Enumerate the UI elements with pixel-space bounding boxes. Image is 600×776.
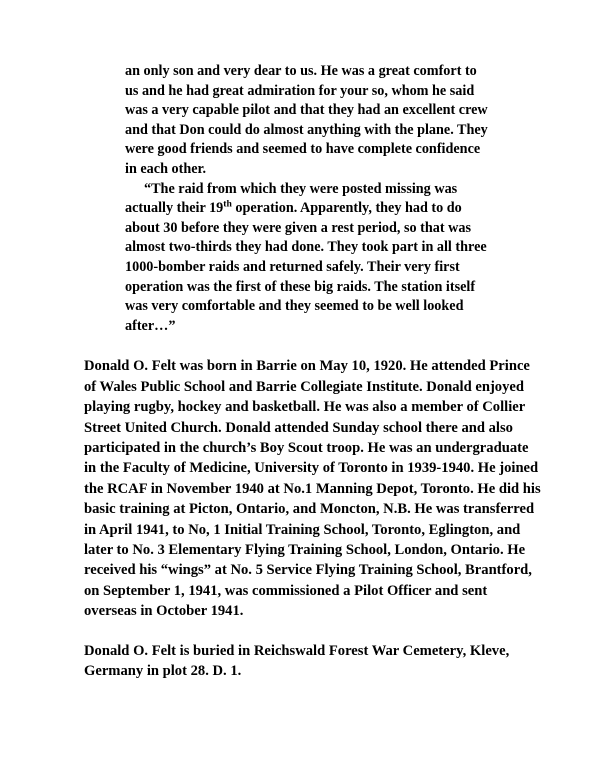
- letter-paragraph-2-start: “The raid from which they were posted missing was actually their 19: [125, 180, 458, 217]
- burial-paragraph: Donald O. Felt is buried in Reichswald Forest War Cemetery, Kleve, Germany in plot 28. D. 1.: [84, 642, 510, 679]
- biography-paragraph: Donald O. Felt was born in Barrie on May 10, 1920. He attended Prince of Wales Public School and Barrie Collegiate Institute. Donald enjoyed playing rugby, hockey and basketball. He was also a member of Collier Street United Church. Donald attended Sunday school there and also participated in the church’s Boy Scout troop. He was an undergraduate in the Faculty of Medicine, University of Toronto in 1939-1940. He joined the RCAF in November 1940 at No.1 Manning Depot, Toronto. He did his basic training at Picton, Ontario, and Moncton, N.B. He was transferred in April 1941, to No, 1 Initial Training School, Toronto, Eglington, and later to No. 3 Elementary Flying Training School, London, Ontario. He received his “wings” at No. 5 Service Flying Training School, Brantford, on September 1, 1941, was commissioned a Pilot Officer and sent overseas in October 1941.: [84, 358, 541, 620]
- burial-block: [84, 641, 542, 682]
- paragraph-spacer-2: [0, 622, 600, 641]
- biography-block: [84, 356, 542, 621]
- letter-paragraph-2-rest: operation. Apparently, they had to do about 30 before they were given a rest period, so that was almost two-thirds they had done. They took part in all three 1000-bomber raids and returned safely. Their very first operation was the first of these big raids. The station itself was very comfortable and they seemed to be well looked after…”: [125, 200, 487, 334]
- ordinal-superscript: th: [223, 198, 232, 210]
- letter-paragraph-1: an only son and very dear to us. He was a great comfort to us and he had great admiration for your so, whom he said was a very capable pilot and that they had an excellent crew and that Don could do almost anything with the plane. They were good friends and seemed to have complete confidence in each other.: [125, 63, 488, 177]
- letter-paragraph-2: [125, 180, 492, 337]
- paragraph-spacer-1: [0, 336, 600, 356]
- quoted-letter-block: [125, 62, 492, 336]
